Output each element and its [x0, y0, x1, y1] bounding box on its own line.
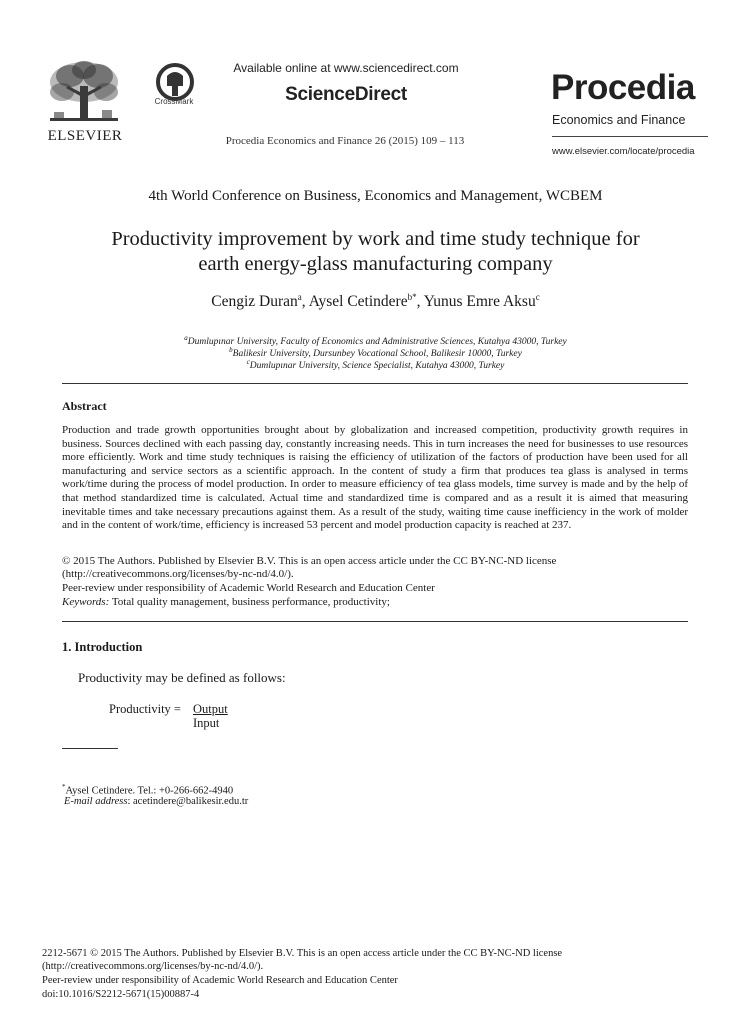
conference-name: 4th World Conference on Business, Economics and Management, WCBEM — [148, 188, 603, 204]
footnote-rule — [62, 748, 118, 749]
footer-license-link[interactable]: (http://creativecommons.org/licenses/by-nc-nd/4.0/). — [42, 961, 264, 972]
formula-numerator: Output — [193, 702, 228, 716]
peer-review-note: Peer-review under responsibility of Academic World Research and Education Center — [62, 582, 435, 594]
footer-copyright: 2212-5671 © 2015 The Authors. Published by Elsevier B.V. This is an open access article under the CC BY-NC-ND license — [42, 948, 563, 959]
footnote-email — [64, 796, 248, 807]
affiliation — [40, 358, 711, 371]
journal-reference: Procedia Economics and Finance 26 (2015) 109 – 113 — [225, 135, 465, 147]
footnote-contact-text: Aysel Cetindere. Tel.: +0-266-662-4940 — [65, 785, 234, 797]
publisher-name: ELSEVIER — [47, 128, 123, 144]
keywords — [62, 596, 390, 610]
paper-title — [40, 227, 711, 277]
author-sup: b* — [407, 292, 417, 302]
affiliation-sup: b — [229, 346, 233, 354]
formula-denominator: Input — [193, 716, 220, 730]
author-sup: a — [297, 292, 302, 302]
license-link[interactable]: (http://creativecommons.org/licenses/by-nc-nd/4.0/). — [62, 568, 294, 580]
email-label: E-mail address — [64, 796, 128, 807]
introduction-text: Productivity may be defined as follows: — [78, 670, 286, 685]
section-divider — [62, 621, 688, 622]
sciencedirect-logo-text: ScienceDirect — [285, 84, 407, 105]
affiliation-sup: c — [246, 358, 250, 366]
footnote-contact — [62, 783, 233, 797]
procedia-divider — [552, 136, 708, 137]
available-online-text: Available online at www.sciencedirect.com — [233, 61, 459, 75]
author-list — [40, 292, 711, 311]
keywords-label: Keywords: — [62, 596, 110, 608]
author-sup: c — [535, 292, 540, 302]
affiliation-text: Balikesir University, Dursunbey Vocational School, Balikesir 10000, Turkey — [232, 349, 522, 360]
author-name: Cengiz Duran — [211, 293, 298, 311]
author-separator: , — [416, 293, 424, 311]
abstract-heading: Abstract — [62, 399, 107, 413]
paper-title-line: Productivity improvement by work and time study technique for — [111, 228, 640, 250]
procedia-title: Procedia — [551, 68, 695, 107]
author-name: Aysel Cetindere — [308, 293, 408, 311]
introduction-heading: 1. Introduction — [62, 640, 143, 654]
affiliation-text: Dumlupınar University, Faculty of Economics and Administrative Sciences, Kutahya 43000, Turkey — [187, 337, 567, 348]
footer-doi[interactable]: doi:10.1016/S2212-5671(15)00887-4 — [42, 989, 200, 1000]
crossmark-label: CrossMark — [154, 97, 194, 106]
email-address[interactable]: : acetindere@balikesir.edu.tr — [127, 796, 249, 807]
affiliation-text: Dumlupınar University, Science Specialist, Kutahya 43000, Turkey — [249, 361, 505, 372]
author-name: Yunus Emre Aksu — [423, 293, 536, 311]
formula-lhs: Productivity = — [109, 702, 181, 716]
footnote-sup: * — [62, 783, 66, 791]
procedia-url[interactable]: www.elsevier.com/locate/procedia — [552, 146, 695, 157]
section-divider — [62, 383, 688, 384]
author-separator: , — [301, 293, 309, 311]
keywords-text: Total quality management, business performance, productivity; — [109, 596, 390, 608]
procedia-subtitle: Economics and Finance — [552, 113, 686, 127]
copyright-line: © 2015 The Authors. Published by Elsevier B.V. This is an open access article under the CC BY-NC-ND license — [62, 555, 557, 567]
footer-peer-review: Peer-review under responsibility of Academic World Research and Education Center — [42, 975, 398, 986]
affiliation-sup: a — [184, 334, 188, 342]
paper-title-line: earth energy-glass manufacturing company — [198, 253, 553, 275]
abstract-text: Production and trade growth opportunities brought about by globalization and increased competition, productivity growth requires in business. Sources declined with each passing day, constantly increasing needs. This in turn increases the need for businesses to use resources more efficiently. Work and time study techniques is raising the efficiency of utilization of the factors of production have been used for all manufacturing and service sectors as a scientific approach. In the content of study a firm that produces tea glass is analysed in terms work/time during the process of model production. In order to measure efficiency of tea glass models, time survey is made and by the help of that method standardized time is calculated. Actual time and standardized time is compared and as a result it is aimed that measuring inevitable times and take necessary precautions against them. As a result of the study, waiting time cause inefficiency in the work of molder and in the content of work/time, efficiency is increased 53 percent and model production capacity is reached at 237. — [62, 424, 688, 532]
